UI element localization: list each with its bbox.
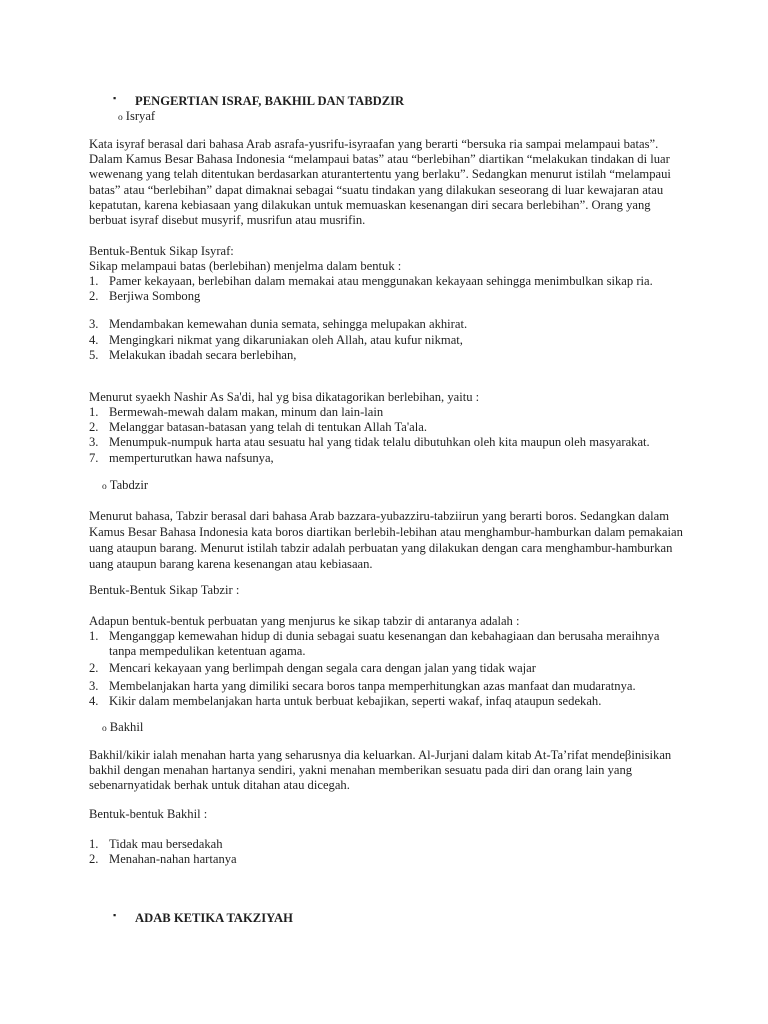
tabdzir-bentuk-title: Bentuk-Bentuk Sikap Tabzir : [89, 583, 240, 597]
list-item: 3. Menumpuk-numpuk harta atau sesuatu hal yang tidak telalu dibutuhkan oleh kita maupun oleh masyarakat. [89, 435, 650, 450]
menurut-line: Menurut syaekh Nashir As Sa'di, hal yg bisa dikatagorikan berlebihan, yaitu : [89, 390, 480, 404]
square-bullet-icon: ▪ [113, 93, 117, 103]
list-item: 4. Mengingkari nikmat yang dikaruniakan oleh Allah, atau kufur nikmat, [89, 332, 463, 347]
tabdzir-intro: Adapun bentuk-bentuk perbuatan yang menjurus ke sikap tabzir di antaranya adalah : [89, 614, 520, 628]
bakhil-bentuk-title: Bentuk-bentuk Bakhil : [89, 807, 208, 821]
list-item: 2. Melanggar batasan-batasan yang telah di tentukan Allah Ta'ala. [89, 420, 427, 435]
list-item: 1. Menganggap kemewahan hidup di dunia sebagai suatu kesenangan dan kebahagiaan dan berusaha meraihnya tanpa mempedulikan ketentuan agama. [89, 629, 660, 659]
isyraf-list-2 [89, 405, 689, 466]
isyraf-paragraph: Kata isyraf berasal dari bahasa Arab asrafa-yusrifu-isyraafan yang berarti “bersuka ria sampai melampaui batas”. Dalam Kamus Besar Bahasa Indonesia “melampaui batas” atau “berlebihan” diartikan “melakukan tindakan di luar wewenang yang telah ditentukan berdasarkan aturantertentu yang berlaku”. Sedangkan menurut istilah “melampaui batas” atau “berlebihan” dapat dimaknai sebagai “suatu tindakan yang dilakukan seseorang di luar kewajaran atau kepatutan, karena kebiasaan yang dilakukan untuk memuaskan kesenangan diri secara berlebihan”. Orang yang berbuat isyraf disebut musyrif, musrifun atau musrifin. [89, 137, 671, 228]
list-item: 5. Melakukan ibadah secara berlebihan, [89, 347, 297, 362]
list-item: 4. Kikir dalam membelanjakan harta untuk berbuat kebajikan, seperti wakaf, infaq ataupun sedekah. [89, 693, 602, 708]
isyraf-bentuk-intro: Sikap melampaui batas (berlebihan) menjelma dalam bentuk : [89, 259, 402, 273]
list-item: 1. Bermewah-mewah dalam makan, minum dan lain-lain [89, 405, 384, 419]
list-spacer [89, 304, 689, 317]
square-bullet-icon: ▪ [113, 910, 117, 920]
circle-bullet-icon: o [118, 113, 123, 123]
isyraf-list-1 [89, 274, 689, 363]
list-item: 2. Mencari kekayaan yang berlimpah dengan segala cara dengan jalan yang tidak wajar [89, 661, 536, 676]
circle-bullet-icon: o [102, 482, 107, 492]
subheading-tabdzir: o Tabdzir [102, 478, 149, 492]
circle-bullet-icon: o [102, 724, 107, 734]
tabdzir-list [89, 629, 679, 709]
tabdzir-paragraph: Menurut bahasa, Tabzir berasal dari bahasa Arab bazzara-yubazziru-tabziirun yang berarti boros. Sedangkan dalam Kamus Besar Bahasa Indonesia kata boros diartikan berlebih-lebihan atau menghambur-hamburkan dalam pemakaian uang ataupun barang. Menurut istilah tabzir adalah perbuatan yang dilakukan dengan cara menghambur-hamburkan uang ataupun barang karena kesenangan atau kebiasaan. [89, 509, 683, 571]
list-item: 1. Tidak mau bersedakah [89, 837, 223, 851]
list-item: 2. Menahan-nahan hartanya [89, 852, 237, 867]
bakhil-list [89, 837, 689, 867]
document-page: ▪ PENGERTIAN ISRAF, BAKHIL DAN TABDZIR o Isryaf Kata isyraf berasal dari bahasa Arab asrafa-yusrifu-isyraafan yang berarti “bersuka ria sampai melampaui batas”. Dalam Kamus Besar Bahasa Indonesia “melampaui batas” atau “berlebihan” diartikan “melakukan tindakan di luar wewenang yang telah ditentukan berdasarkan aturantertentu yang berlaku”. Sedangkan menurut istilah “melampaui batas” atau “berlebihan” dapat dimaknai sebagai “suatu tindakan yang dilakukan seseorang di luar kewajaran atau kepatutan, karena kebiasaan yang dilakukan untuk memuaskan kesenangan diri secara berlebihan”. Orang yang berbuat isyraf disebut musyrif, musrifun atau musrifin. Bentuk-Bentuk Sikap Isyraf: Sikap melampaui batas (berlebihan) menjelma dalam bentuk : 1. Pamer kekayaan, berlebihan dalam memakai atau menggunakan kekayaan sehingga menimbulkan sikap ria. 2. Berjiwa Sombong 3. Mendambakan kemewahan dunia semata, sehingga melupakan akhirat. 4. Mengingkari nikmat yang dikaruniakan oleh Allah, atau kufur nikmat, 5. Melakukan ibadah secara berlebihan, Menurut syaekh Nashir As Sa'di, hal yg bisa dikatagorikan berlebihan, yaitu : 1. Bermewah-mewah dalam makan, minum dan lain-lain 2. Melanggar batasan-batasan yang telah di tentukan Allah Ta'ala. 3. Menumpuk-numpuk harta atau sesuatu hal yang tidak telalu dibutuhkan oleh kita maupun oleh masyarakat. 7. memperturutkan hawa nafsunya, o Tabdzir Menurut bahasa, Tabzir berasal dari bahasa Arab bazzara-yubazziru-tabziirun yang berarti boros. Sedangkan dalam Kamus Besar Bahasa Indonesia kata boros diartikan berlebih-lebihan atau menghambur-hamburkan dalam pemakaian uang ataupun barang. Menurut istilah tabzir adalah perbuatan yang dilakukan dengan cara menghambur-hamburkan uang ataupun barang karena kesenangan atau kebiasaan. Bentuk-Bentuk Sikap Tabzir : Adapun bentuk-bentuk perbuatan yang menjurus ke sikap tabzir di antaranya adalah : 1. Menganggap kemewahan hidup di dunia sebagai suatu kesenangan dan kebahagiaan dan berusaha meraihnya tanpa mempedulikan ketentuan agama. 2. Mencari kekayaan yang berlimpah dengan segala cara dengan jalan yang tidak wajar 3. Membelanjakan harta yang dimiliki secara boros tanpa memperhitungkan azas manfaat dan mudaratnya. 4. Kikir dalam membelanjakan harta untuk berbuat kebajikan, seperti wakaf, infaq ataupun sedekah. o Bakhil Bakhil/kikir ialah menahan harta yang seharusnya dia keluarkan. Al-Jurjani dalam kitab At-Ta’rifat mendeβinisikan bakhil dengan menahan hartanya sendiri, yakni menahan memberikan sesuatu pada diri dan orang lain yang sebenarnyatidak berhak untuk ditahan atau dicegah. Bentuk-bentuk Bakhil : 1. Tidak mau bersedakah 2. Menahan-nahan hartanya ▪ ADAB KETIKA TAKZIYAH [0, 0, 768, 1024]
bakhil-paragraph: Bakhil/kikir ialah menahan harta yang seharusnya dia keluarkan. Al-Jurjani dalam kitab At-Ta’rifat mendeβinisikan bakhil dengan menahan hartanya sendiri, yakni menahan memberikan sesuatu pada diri dan orang lain yang sebenarnyatidak berhak untuk ditahan atau dicegah. [89, 748, 672, 793]
list-item: 7. memperturutkan hawa nafsunya, [89, 450, 274, 465]
list-item: 3. Mendambakan kemewahan dunia semata, sehingga melupakan akhirat. [89, 317, 468, 332]
list-item: 2. Berjiwa Sombong [89, 289, 201, 304]
list-item: 3. Membelanjakan harta yang dimiliki secara boros tanpa memperhitungkan azas manfaat dan mudaratnya. [89, 678, 636, 693]
list-item: 1. Pamer kekayaan, berlebihan dalam memakai atau menggunakan kekayaan sehingga menimbulkan sikap ria. [89, 274, 653, 288]
subheading-isyraf: o Isryaf [118, 109, 156, 123]
subheading-bakhil: o Bakhil [102, 720, 144, 734]
isyraf-bentuk-title: Bentuk-Bentuk Sikap Isyraf: [89, 244, 234, 258]
